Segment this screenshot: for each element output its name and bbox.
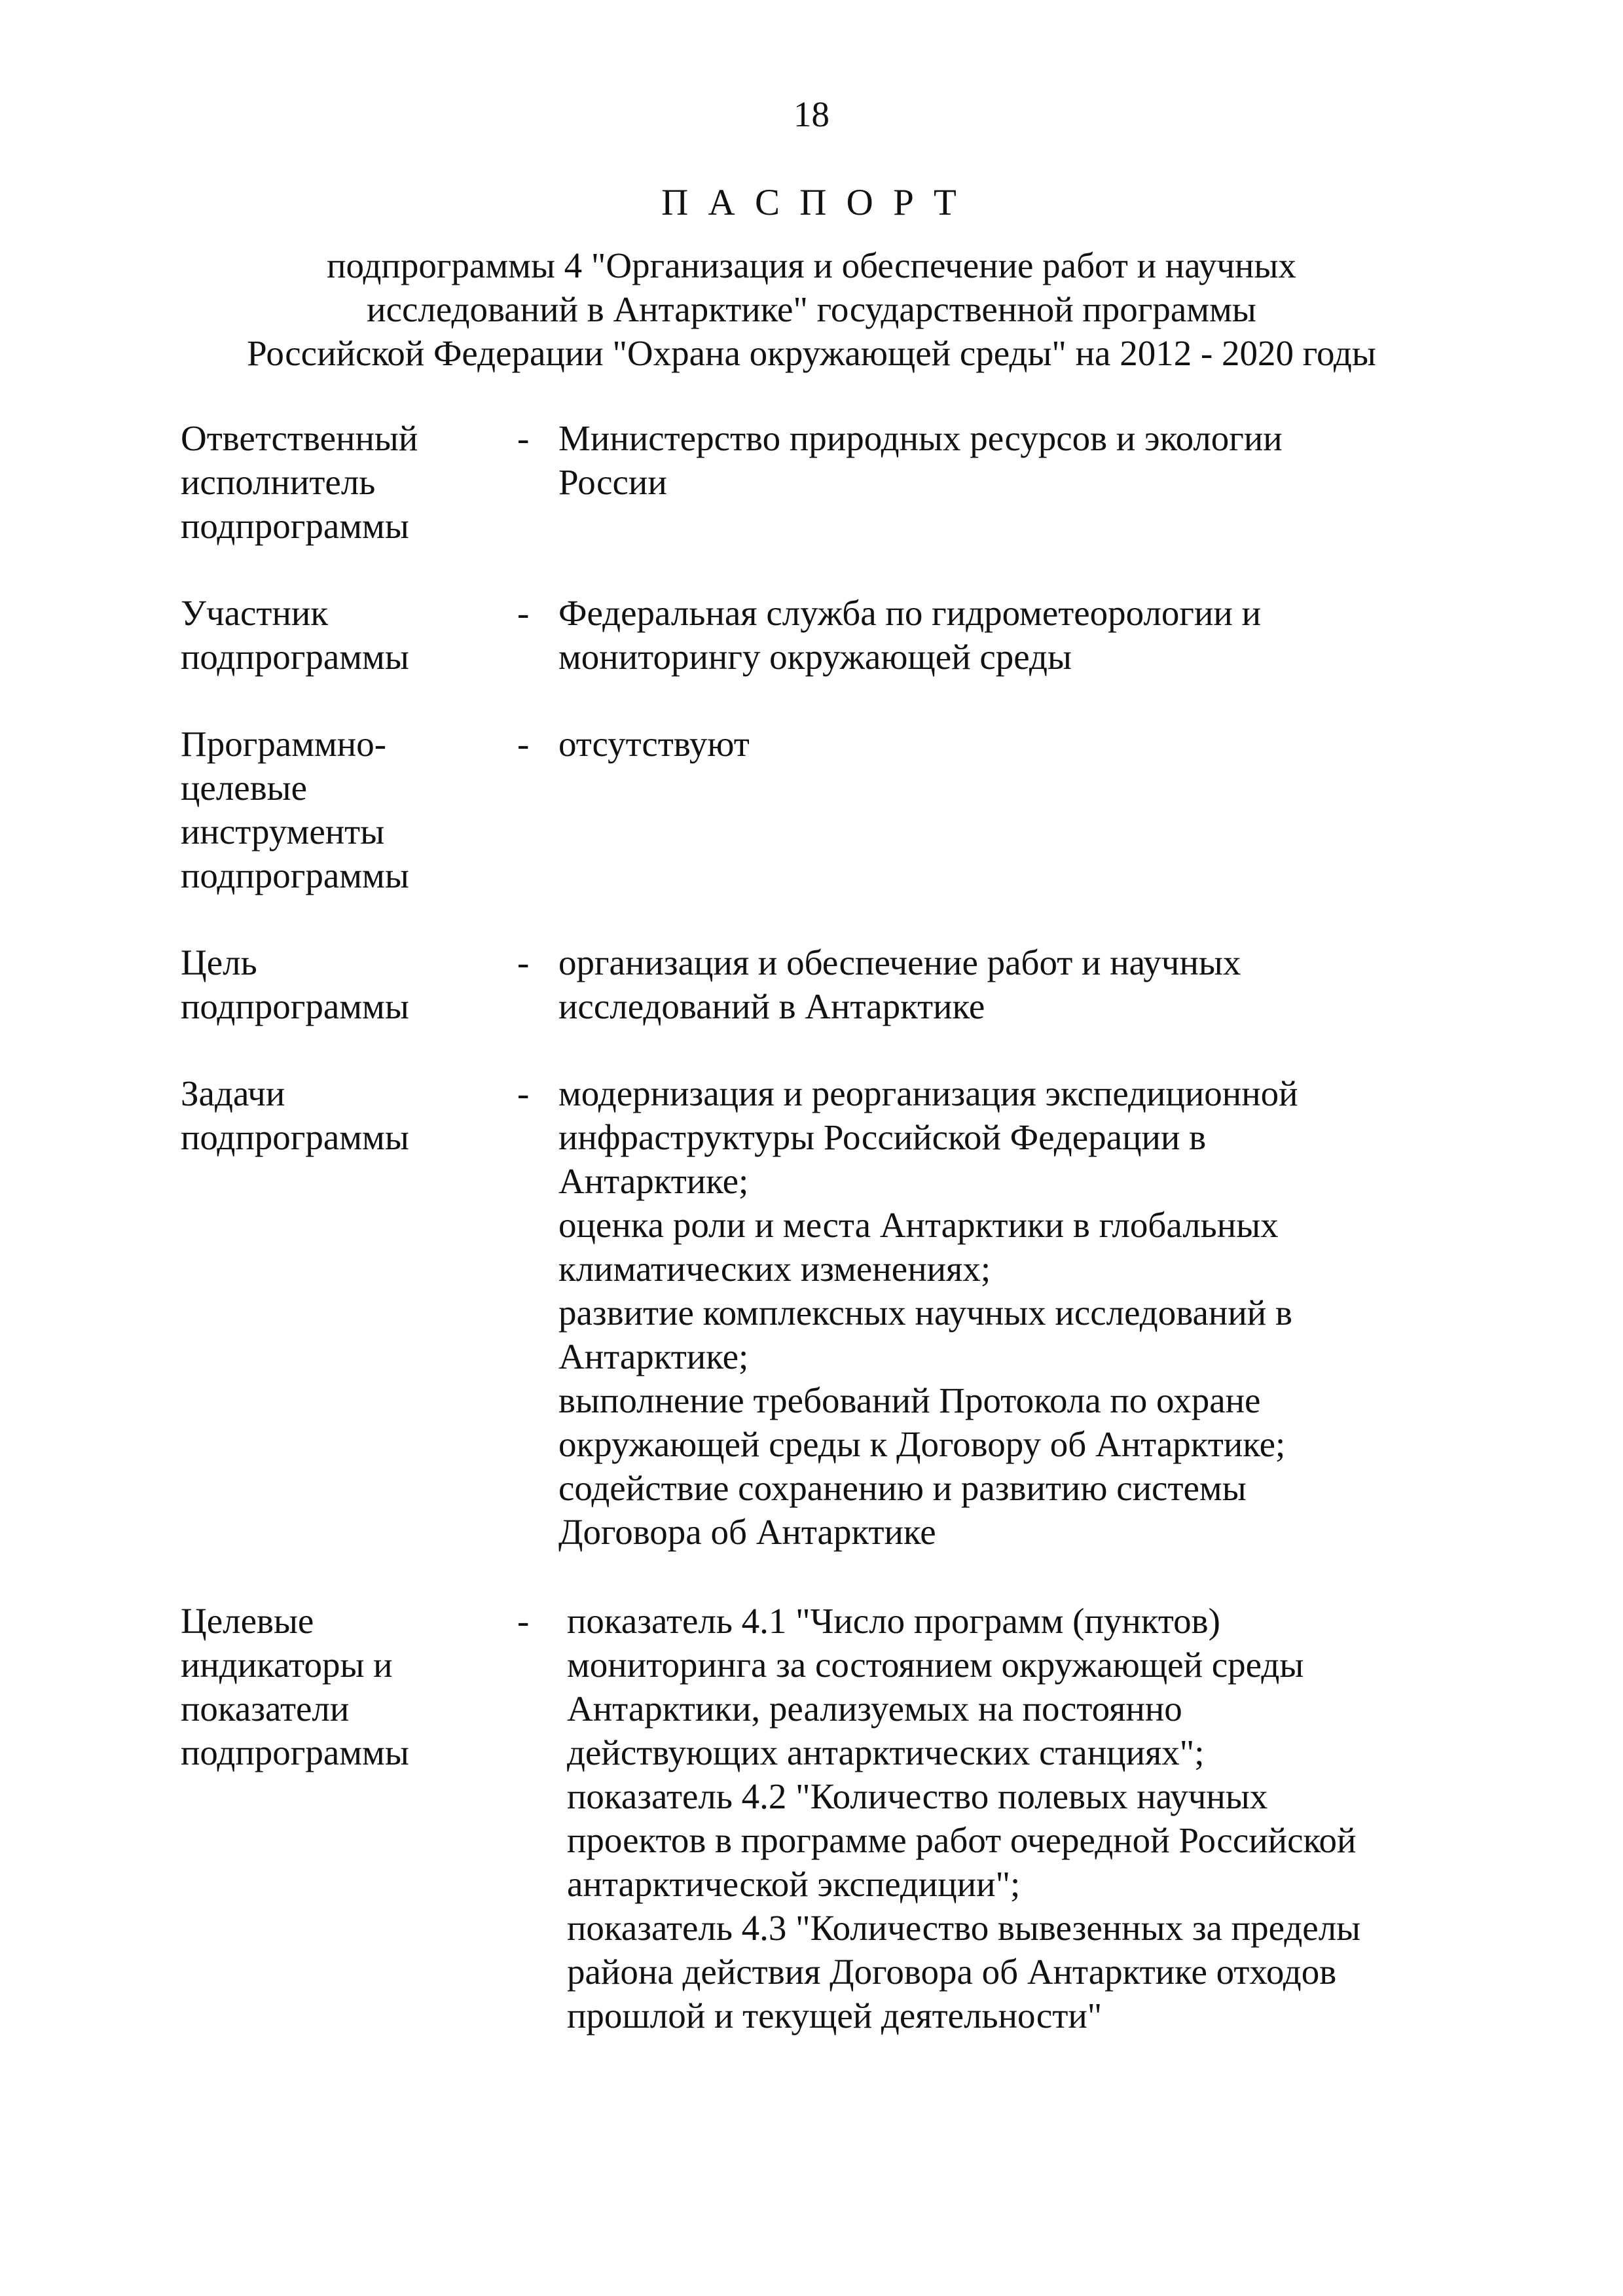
label-line: Участник xyxy=(181,593,329,633)
subtitle-line: Российской Федерации "Охрана окружающей среды" на 2012 - 2020 годы xyxy=(247,333,1376,373)
row-value xyxy=(558,941,1241,1028)
label-line: целевые xyxy=(181,768,308,808)
row-value xyxy=(558,1071,1298,1554)
row-value xyxy=(567,1599,1360,2037)
label-line: Программно- xyxy=(181,724,387,764)
value-line: оценка роли и места Антарктики в глобальных xyxy=(558,1205,1279,1245)
row-label xyxy=(181,416,418,548)
subtitle-line: подпрограммы 4 "Организация и обеспечение работ и научных xyxy=(327,245,1296,285)
row-label xyxy=(181,941,409,1028)
label-line: подпрограммы xyxy=(181,1732,409,1772)
value-line: развитие комплексных научных исследований в xyxy=(558,1293,1292,1333)
row-dash: - xyxy=(517,942,530,982)
label-line: подпрограммы xyxy=(181,637,409,677)
value-line: инфраструктуры Российской Федерации в xyxy=(558,1117,1207,1157)
value-line: окружающей среды к Договору об Антарктике; xyxy=(558,1424,1286,1464)
document-title: П А С П О Р Т xyxy=(661,182,962,223)
value-line: Договора об Антарктике xyxy=(558,1512,936,1552)
value-line: выполнение требований Протокола по охране xyxy=(558,1380,1261,1420)
value-line: организация и обеспечение работ и научных xyxy=(558,942,1241,982)
row-label xyxy=(181,591,409,679)
value-line: Антарктике; xyxy=(558,1336,749,1376)
value-line: показатель 4.1 "Число программ (пунктов) xyxy=(567,1601,1220,1641)
row-value xyxy=(558,416,1283,504)
label-line: Задачи xyxy=(181,1073,285,1113)
value-line: России xyxy=(558,462,667,502)
value-line: отсутствуют xyxy=(558,724,750,764)
label-line: подпрограммы xyxy=(181,506,409,546)
row-value xyxy=(558,591,1261,679)
value-line: показатель 4.3 "Количество вывезенных за пределы xyxy=(567,1908,1361,1948)
value-line: содействие сохранению и развитию системы xyxy=(558,1468,1247,1508)
row-dash: - xyxy=(517,418,530,458)
value-line: Министерство природных ресурсов и экологии xyxy=(558,418,1283,458)
value-line: Антарктике; xyxy=(558,1161,749,1201)
value-line: района действия Договора об Антарктике отходов xyxy=(567,1952,1337,1992)
row-dash: - xyxy=(517,1601,530,1641)
label-line: показатели xyxy=(181,1689,350,1729)
label-line: исполнитель xyxy=(181,462,376,502)
value-line: мониторинга за состоянием окружающей среды xyxy=(567,1645,1304,1685)
value-line: климатических изменениях; xyxy=(558,1249,991,1289)
value-line: показатель 4.2 "Количество полевых научных xyxy=(567,1776,1268,1816)
label-line: Целевые xyxy=(181,1601,314,1641)
label-line: подпрограммы xyxy=(181,986,409,1026)
row-dash: - xyxy=(517,1073,530,1113)
value-line: Федеральная служба по гидрометеорологии и xyxy=(558,593,1262,633)
value-line: прошлой и текущей деятельности" xyxy=(567,1996,1103,2036)
value-line: модернизация и реорганизация экспедиционной xyxy=(558,1073,1298,1113)
label-line: индикаторы и xyxy=(181,1645,393,1685)
label-line: Ответственный xyxy=(181,418,418,458)
document-subtitle xyxy=(131,243,1492,375)
row-label xyxy=(181,722,409,897)
row-label xyxy=(181,1071,409,1159)
page-number: 18 xyxy=(793,94,830,134)
value-line: мониторингу окружающей среды xyxy=(558,637,1072,677)
label-line: инструменты xyxy=(181,812,385,852)
value-line: проектов в программе работ очередной Российской xyxy=(567,1820,1357,1860)
row-dash: - xyxy=(517,724,530,764)
row-dash: - xyxy=(517,593,530,633)
value-line: Антарктики, реализуемых на постоянно xyxy=(567,1689,1182,1729)
row-value xyxy=(558,722,750,766)
value-line: исследований в Антарктике xyxy=(558,986,985,1026)
label-line: подпрограммы xyxy=(181,855,409,895)
value-line: действующих антарктических станциях"; xyxy=(567,1732,1205,1772)
value-line: антарктической экспедиции"; xyxy=(567,1864,1021,1904)
label-line: Цель xyxy=(181,942,257,982)
row-label xyxy=(181,1599,409,1774)
subtitle-line: исследований в Антарктике" государственной программы xyxy=(367,289,1256,329)
label-line: подпрограммы xyxy=(181,1117,409,1157)
